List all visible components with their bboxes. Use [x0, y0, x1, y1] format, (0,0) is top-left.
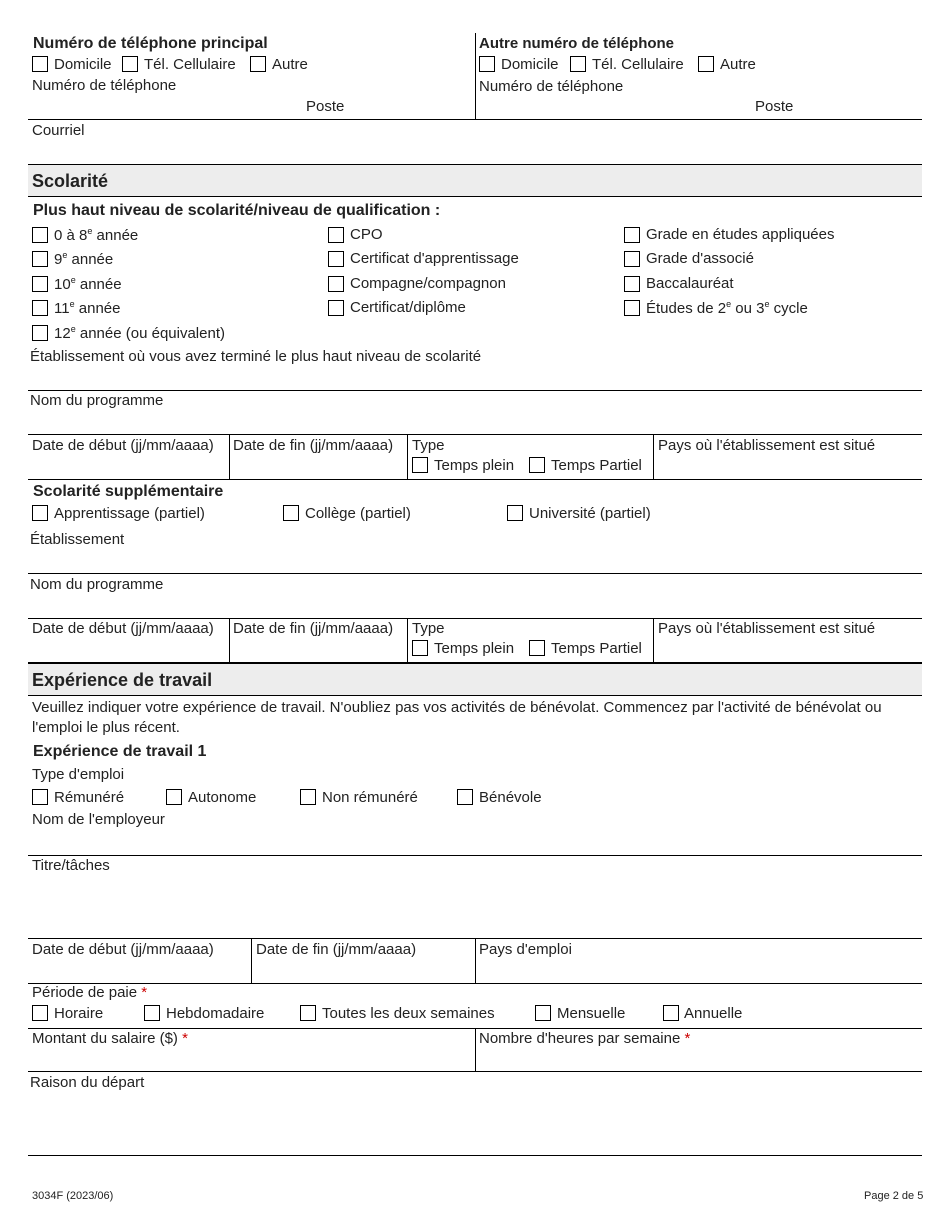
add-university-checkbox[interactable] — [507, 505, 523, 521]
grade-10-label: 10e année — [54, 275, 122, 293]
volunteer-checkbox[interactable] — [457, 789, 473, 805]
education-section-header — [28, 164, 922, 197]
additional-education-title: Scolarité supplémentaire — [33, 483, 224, 500]
cpo-label: CPO — [350, 226, 383, 243]
add-type-label: Type — [412, 620, 445, 637]
add-university-label: Université (partiel) — [529, 505, 651, 522]
phone-divider — [475, 33, 476, 119]
grade-10-checkbox[interactable] — [32, 276, 48, 292]
primary-number-label: Numéro de téléphone — [32, 77, 177, 94]
add-apprenticeship-label: Apprentissage (partiel) — [54, 505, 205, 522]
add-program-label: Nom du programme — [30, 576, 164, 593]
applied-degree-checkbox[interactable] — [624, 227, 640, 243]
bachelor-label: Baccalauréat — [646, 275, 734, 292]
grade-0-8-label: 0 à 8e année — [54, 226, 139, 244]
work-country-label: Pays d'emploi — [479, 941, 572, 958]
cpo-checkbox[interactable] — [328, 227, 344, 243]
divider — [653, 434, 654, 479]
edu-end-label: Date de fin (jj/mm/aaaa) — [233, 437, 394, 454]
add-institution-label: Établissement — [30, 531, 125, 548]
annual-label: Annuelle — [684, 1005, 743, 1022]
add-country-label: Pays où l'établissement est situé — [658, 620, 876, 637]
primary-phone-title: Numéro de téléphone principal — [33, 35, 268, 52]
program-input[interactable] — [28, 410, 922, 433]
biweekly-label: Toutes les deux semaines — [322, 1005, 495, 1022]
edu-part-time-label: Temps Partiel — [551, 457, 642, 474]
cert-diploma-checkbox[interactable] — [328, 300, 344, 316]
job-title-input[interactable] — [28, 876, 922, 937]
divider — [28, 390, 922, 391]
job-type-label: Type d'emploi — [32, 766, 125, 783]
other-other-label: Autre — [720, 56, 756, 73]
self-employed-label: Autonome — [188, 789, 257, 806]
unpaid-checkbox[interactable] — [300, 789, 316, 805]
divider — [28, 983, 922, 984]
associate-degree-label: Grade d'associé — [646, 250, 754, 267]
edu-country-label: Pays où l'établissement est situé — [658, 437, 876, 454]
page-number: Page 2 de 5 — [864, 1190, 924, 1202]
divider — [407, 618, 408, 663]
divider — [28, 1071, 922, 1072]
paid-label: Rémunéré — [54, 789, 125, 806]
grade-11-label: 11e année — [54, 299, 121, 317]
highest-level-title: Plus haut niveau de scolarité/niveau de qualification : — [33, 202, 441, 219]
other-ext-label: Poste — [755, 98, 794, 115]
other-cell-checkbox[interactable] — [570, 56, 586, 72]
salary-label: Montant du salaire ($) * — [32, 1030, 188, 1047]
paid-checkbox[interactable] — [32, 789, 48, 805]
work-exp1-title: Expérience de travail 1 — [33, 743, 207, 760]
divider — [28, 618, 922, 619]
monthly-label: Mensuelle — [557, 1005, 626, 1022]
divider — [251, 938, 252, 983]
volunteer-label: Bénévole — [479, 789, 542, 806]
primary-cell-checkbox[interactable] — [122, 56, 138, 72]
monthly-checkbox[interactable] — [535, 1005, 551, 1021]
add-part-time-checkbox[interactable] — [529, 640, 545, 656]
divider — [229, 618, 230, 663]
primary-other-checkbox[interactable] — [250, 56, 266, 72]
divider — [28, 479, 922, 480]
journeyperson-checkbox[interactable] — [328, 276, 344, 292]
divider — [475, 938, 476, 983]
institution-input[interactable] — [28, 366, 922, 389]
self-employed-checkbox[interactable] — [166, 789, 182, 805]
hourly-label: Horaire — [54, 1005, 104, 1022]
hours-label: Nombre d'heures par semaine * — [479, 1030, 691, 1047]
apprenticeship-cert-label: Certificat d'apprentissage — [350, 250, 519, 267]
add-college-checkbox[interactable] — [283, 505, 299, 521]
primary-cell-label: Tél. Cellulaire — [144, 56, 236, 73]
divider — [28, 119, 922, 120]
form-code: 3034F (2023/06) — [32, 1190, 114, 1202]
grade-12-checkbox[interactable] — [32, 325, 48, 341]
associate-degree-checkbox[interactable] — [624, 251, 640, 267]
divider — [28, 434, 922, 435]
add-college-label: Collège (partiel) — [305, 505, 411, 522]
employer-input[interactable] — [28, 830, 922, 854]
annual-checkbox[interactable] — [663, 1005, 679, 1021]
unpaid-label: Non rémunéré — [322, 789, 418, 806]
biweekly-checkbox[interactable] — [300, 1005, 316, 1021]
grade-9-label: 9e année — [54, 250, 114, 268]
primary-ext-label: Poste — [306, 98, 345, 115]
grade-0-8-checkbox[interactable] — [32, 227, 48, 243]
hourly-checkbox[interactable] — [32, 1005, 48, 1021]
divider — [407, 434, 408, 479]
divider — [28, 1155, 922, 1156]
divider — [229, 434, 230, 479]
weekly-label: Hebdomadaire — [166, 1005, 265, 1022]
add-end-label: Date de fin (jj/mm/aaaa) — [233, 620, 394, 637]
work-section-title: Expérience de travail — [32, 670, 213, 690]
salary-input[interactable] — [28, 1048, 474, 1070]
other-home-label: Domicile — [501, 56, 559, 73]
grade-11-checkbox[interactable] — [32, 300, 48, 316]
divider — [653, 618, 654, 663]
add-full-time-checkbox[interactable] — [412, 640, 428, 656]
graduate-studies-label: Études de 2e ou 3e cycle — [646, 299, 808, 317]
edu-type-label: Type — [412, 437, 445, 454]
other-phone-title: Autre numéro de téléphone — [479, 35, 675, 52]
job-title-label: Titre/tâches — [32, 857, 110, 874]
apprenticeship-cert-checkbox[interactable] — [328, 251, 344, 267]
work-section-header — [28, 662, 922, 696]
grade-9-checkbox[interactable] — [32, 251, 48, 267]
leave-reason-input[interactable] — [28, 1093, 922, 1154]
work-start-label: Date de début (jj/mm/aaaa) — [32, 941, 214, 958]
divider — [28, 855, 922, 856]
program-label: Nom du programme — [30, 392, 164, 409]
email-label: Courriel — [32, 122, 85, 139]
employer-label: Nom de l'employeur — [32, 811, 165, 828]
work-intro-line2: l'emploi le plus récent. — [32, 719, 180, 736]
edu-start-label: Date de début (jj/mm/aaaa) — [32, 437, 214, 454]
other-home-checkbox[interactable] — [479, 56, 495, 72]
edu-full-time-label: Temps plein — [434, 457, 515, 474]
pay-period-label: Période de paie * — [32, 984, 148, 1001]
applied-degree-label: Grade en études appliquées — [646, 226, 835, 243]
leave-reason-label: Raison du départ — [30, 1074, 145, 1091]
add-institution-input[interactable] — [28, 550, 922, 572]
add-start-label: Date de début (jj/mm/aaaa) — [32, 620, 214, 637]
graduate-studies-checkbox[interactable] — [624, 300, 640, 316]
edu-part-time-checkbox[interactable] — [529, 457, 545, 473]
work-intro-line1: Veuillez indiquer votre expérience de travail. N'oubliez pas vos activités de bénévolat. Commencez par l'activité de bénévolat ou — [32, 699, 882, 716]
add-full-time-label: Temps plein — [434, 640, 515, 657]
add-program-input[interactable] — [28, 594, 922, 617]
other-other-checkbox[interactable] — [698, 56, 714, 72]
work-end-label: Date de fin (jj/mm/aaaa) — [256, 941, 417, 958]
hours-input[interactable] — [476, 1048, 922, 1070]
edu-full-time-checkbox[interactable] — [412, 457, 428, 473]
weekly-checkbox[interactable] — [144, 1005, 160, 1021]
divider — [28, 573, 922, 574]
cert-diploma-label: Certificat/diplôme — [350, 299, 466, 316]
primary-other-label: Autre — [272, 56, 308, 73]
add-apprenticeship-checkbox[interactable] — [32, 505, 48, 521]
education-section-title: Scolarité — [32, 171, 109, 191]
bachelor-checkbox[interactable] — [624, 276, 640, 292]
other-number-label: Numéro de téléphone — [479, 78, 624, 95]
primary-home-checkbox[interactable] — [32, 56, 48, 72]
add-part-time-label: Temps Partiel — [551, 640, 642, 657]
email-input[interactable] — [28, 140, 922, 162]
other-cell-label: Tél. Cellulaire — [592, 56, 684, 73]
journeyperson-label: Compagne/compagnon — [350, 275, 506, 292]
grade-12-label: 12e année (ou équivalent) — [54, 324, 225, 342]
primary-home-label: Domicile — [54, 56, 112, 73]
institution-label: Établissement où vous avez terminé le plus haut niveau de scolarité — [30, 348, 482, 365]
